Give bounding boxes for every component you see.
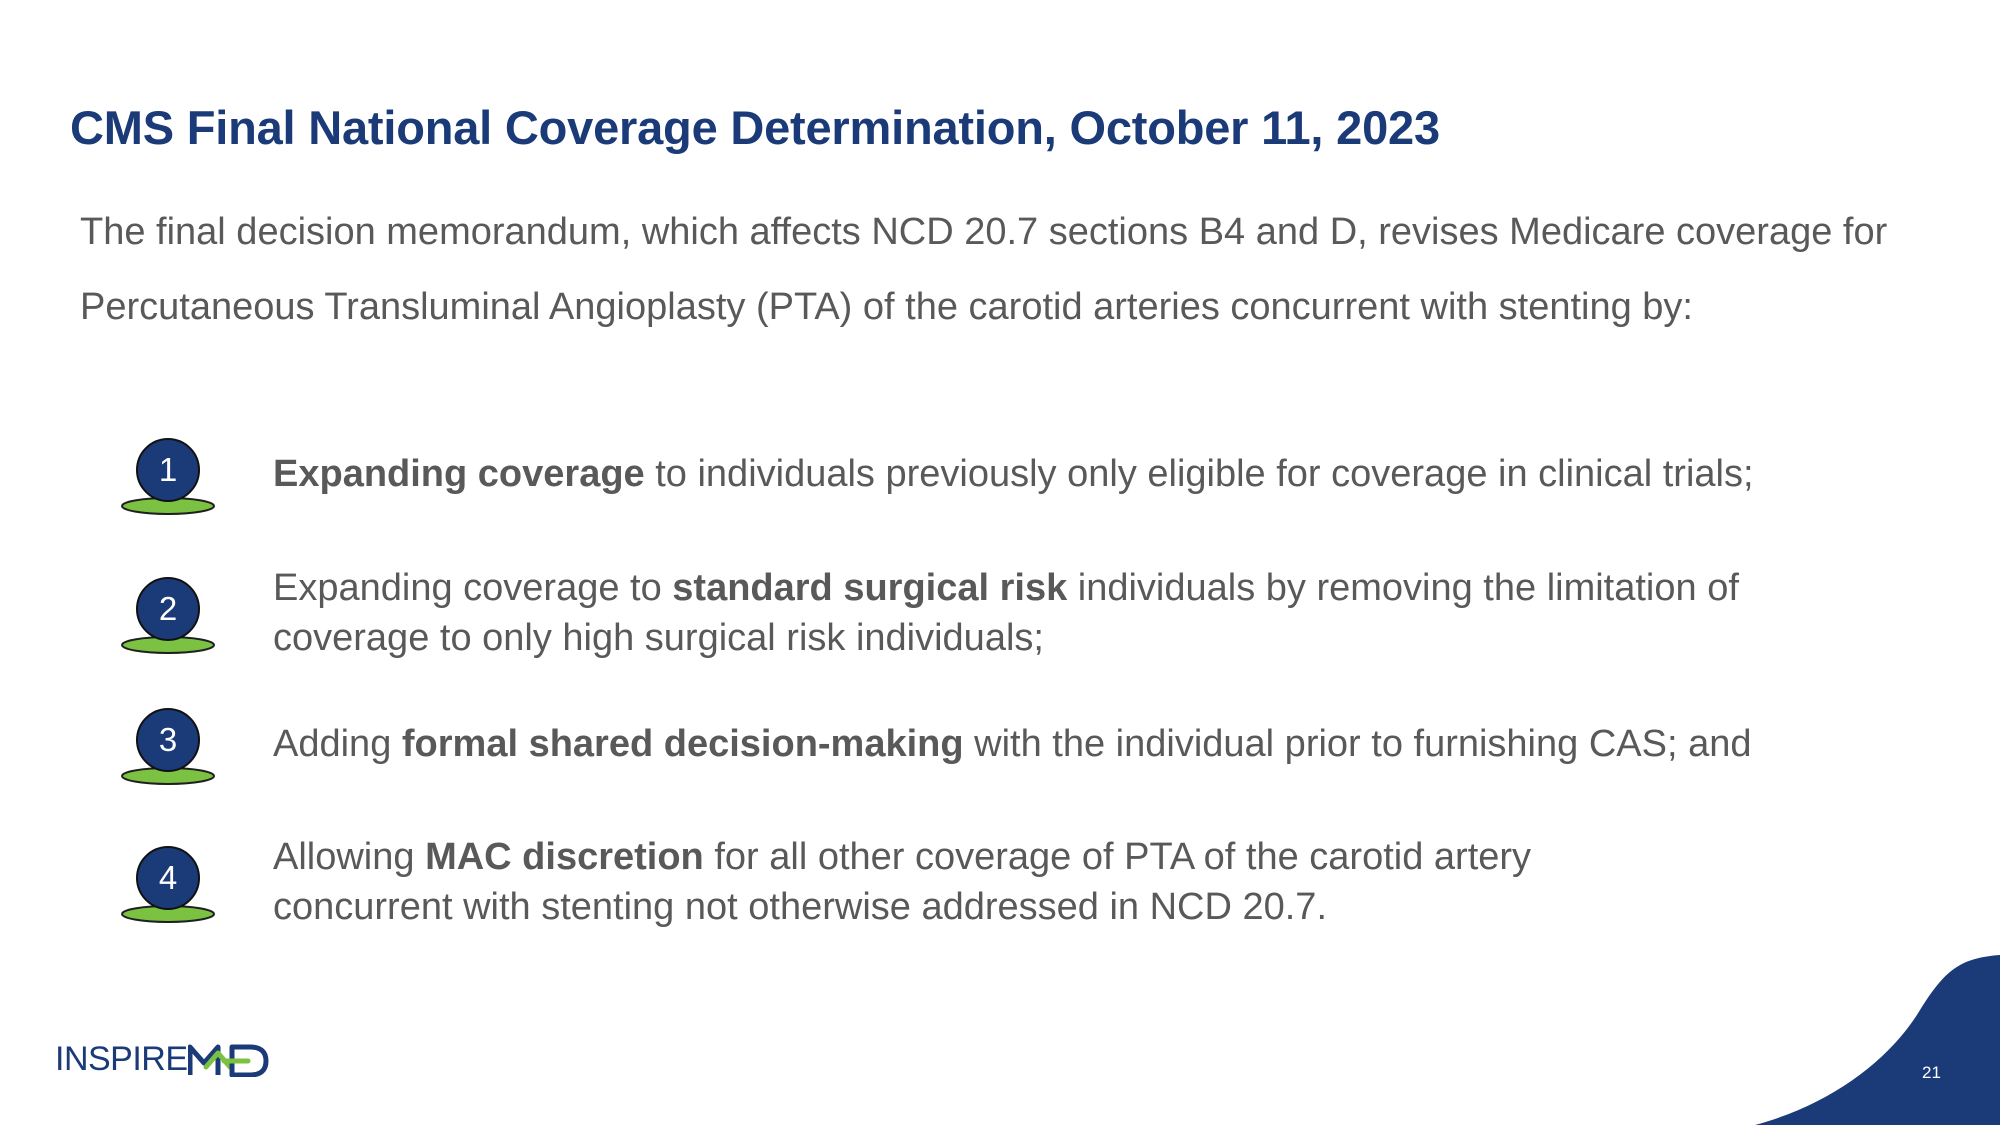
badge-number: 1 [158, 451, 178, 488]
bullet-emphasis: formal shared decision-making [401, 723, 964, 765]
bullet-emphasis: MAC discretion [425, 836, 704, 878]
badge-number: 3 [158, 721, 178, 758]
slide-title: CMS Final National Coverage Determination, October 11, 2023 [70, 101, 1440, 154]
bullet-text: Adding formal shared decision-making with the individual prior to furnishing CAS; and [273, 723, 1752, 765]
bullet-text: Expanding coverage to individuals previously only eligible for coverage in clinical trials; [273, 453, 1754, 495]
logo-wordmark: INSPIRE [55, 1040, 188, 1078]
bullet-emphasis: standard surgical risk [672, 567, 1068, 609]
bullet-text: Expanding coverage to standard surgical risk individuals by removing the limitation of coverage to only high surgical risk individuals; [273, 567, 1739, 659]
badge-number: 2 [158, 590, 178, 627]
badge-number: 4 [158, 859, 178, 896]
bullet-text: Allowing MAC discretion for all other coverage of PTA of the carotid artery concurrent with stenting not otherwise addressed in NCD 20.7. [273, 836, 1532, 928]
bullet-emphasis: Expanding coverage [273, 453, 645, 495]
intro-paragraph: The final decision memorandum, which affects NCD 20.7 sections B4 and D, revises Medicare coverage for Percutaneous Transluminal Angioplasty (PTA) of the carotid arteries concurrent with stenting by: [80, 211, 1888, 328]
page-number: 21 [1922, 1063, 1941, 1082]
